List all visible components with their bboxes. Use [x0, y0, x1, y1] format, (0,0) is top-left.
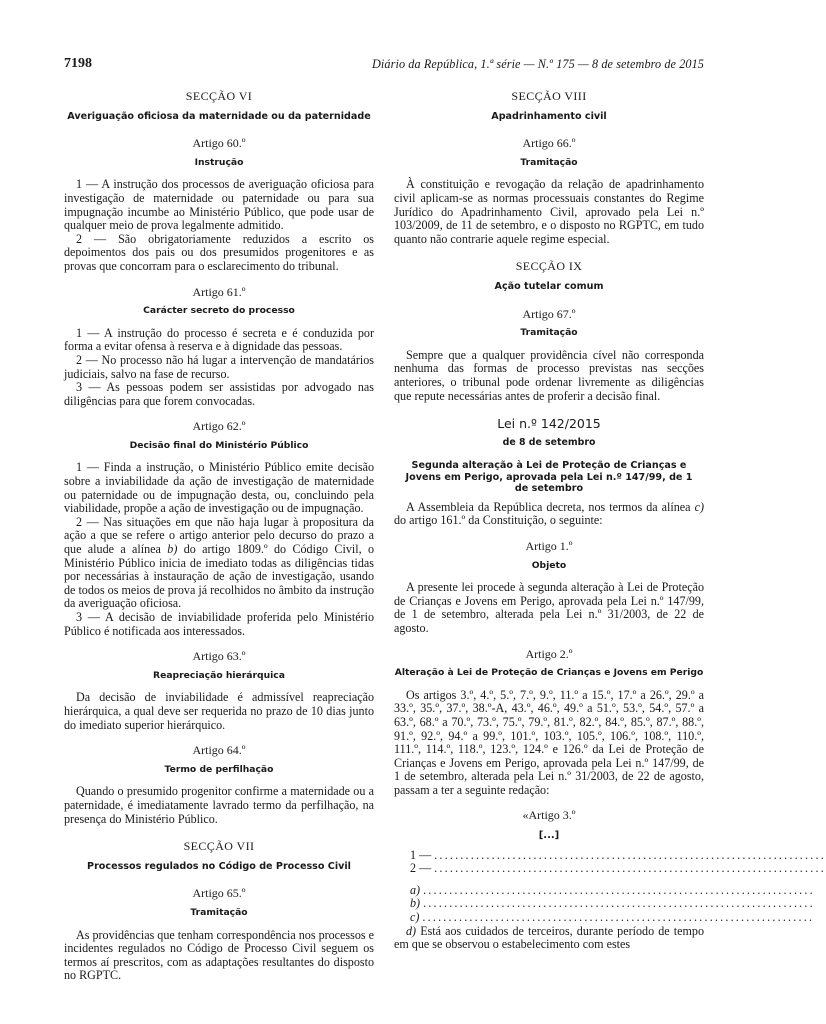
section-subtitle: Processos regulados no Código de Processo Civil	[87, 860, 351, 872]
quoted-ellipsis: [...]	[538, 830, 560, 842]
article-heading: Artigo 67.º	[522, 306, 576, 321]
quoted-number-1: 1 — ...........................................................................	[410, 847, 826, 862]
article-title: Termo de perfilhação	[164, 763, 274, 775]
quoted-article-heading: «Artigo 3.º	[522, 808, 576, 823]
quoted-alinea-b: b) ...........................................................................	[410, 896, 815, 911]
preamble: A Assembleia da República decreta, nos termos da alínea c) do artigo 161.º da Constituição, o seguinte:	[394, 499, 704, 528]
section-heading: SECÇÃO VII	[183, 839, 255, 854]
section-subtitle: Averiguação oficiosa da maternidade ou da paternidade	[67, 110, 371, 122]
article-heading: Artigo 1.º	[525, 538, 573, 553]
paragraph: À constituição e revogação da relação de apadrinhamento civil aplicam-se as normas processuais constantes do Regime Jurídico do Apadrinhamento Civil, aprovado pela Lei n.º 103/2009, de 11 de setembro, e o disposto no RGPTC, em tudo quanto não contrarie aquele regime especial.	[394, 177, 704, 246]
section-heading: SECÇÃO VIII	[511, 89, 587, 103]
section-subtitle: Ação tutelar comum	[494, 280, 604, 292]
paragraph: Da decisão de inviabilidade é admissível reapreciação hierárquica, a qual deve ser requerida no prazo de 10 dias junto do imediato superior hierárquico.	[64, 690, 374, 732]
law-title: Lei n.º 142/2015	[497, 416, 601, 432]
quoted-alinea-d: d) Está aos cuidados de terceiros, durante período de tempo em que se observou o estabelecimento com estes	[394, 923, 704, 952]
quoted-alinea-a: a) ...........................................................................	[410, 882, 815, 897]
article-title: Instrução	[194, 156, 244, 168]
article-title: Tramitação	[520, 327, 578, 339]
article-heading: Artigo 62.º	[192, 419, 246, 434]
article-title: Objeto	[531, 559, 567, 571]
paragraph: As providências que tenham correspondência nos processos e incidentes regulados no Código de Processo Civil seguem os termos aí prescritos, com as adaptações resultantes do disposto no RGPTC.	[64, 927, 374, 983]
page-header	[64, 56, 704, 72]
paragraph: 1 — A instrução do processo é secreta e é conduzida por forma a evitar ofensa à reserva e à dignidade das pessoas.	[64, 325, 374, 354]
paragraph: Quando o presumido progenitor confirme a maternidade ou a paternidade, é imediatamente lavrado termo da perfilhação, na presença do Ministério Público.	[64, 784, 374, 826]
article-title: Tramitação	[190, 906, 248, 918]
paragraph: Os artigos 3.º, 4.º, 5.º, 7.º, 9.º, 11.º a 15.º, 17.º a 26.º, 29.º a 33.º, 35.º, 37.º, 38.º-A, 43.º, 46.º, 49.º a 51.º, 53.º, 54.º, 57.º a 63.º, 68.º a 70.º, 73.º, 75.º, 79.º, 81.º, 82.º, 84.º, 85.º, 87.º, 88.º, 91.º, 92.º, 94.º a 99.º, 101.º, 103.º, 105.º, 106.º, 108.º, 110.º, 111.º, 114.º, 118.º, 123.º, 124.º e 126.º da Lei de Proteção de Crianças e Jovens em Perigo, aprovada pela Lei n.º 147/99, de 1 de setembro, alterada pela Lei n.º 31/2003, de 22 de agosto, passam a ter a seguinte redação:	[394, 687, 704, 797]
quoted-alinea-c: c) ...........................................................................	[410, 910, 815, 925]
section-subtitle: Apadrinhamento civil	[491, 110, 607, 122]
article-heading: Artigo 2.º	[525, 646, 573, 661]
article-heading: Artigo 66.º	[522, 136, 576, 151]
article-heading: Artigo 61.º	[192, 284, 246, 299]
paragraph: 3 — As pessoas podem ser assistidas por advogado nas diligências para que forem convocadas.	[64, 380, 374, 408]
section-heading: SECÇÃO IX	[515, 259, 583, 274]
article-title: Alteração à Lei de Proteção de Crianças e Jovens em Perigo	[394, 667, 704, 679]
paragraph: Sempre que a qualquer providência cível não corresponda nenhuma das formas de processo previstas nas secções anteriores, o tribunal pode ordenar livremente as diligências que repute necessárias antes de proferir a decisão final.	[394, 347, 704, 403]
left-column	[64, 88, 374, 983]
article-title: Carácter secreto do processo	[143, 305, 295, 317]
running-title: Diário da República, 1.ª série — N.º 175 — 8 de setembro de 2015	[372, 57, 704, 71]
article-heading: Artigo 60.º	[192, 136, 246, 151]
article-title: Decisão final do Ministério Público	[129, 439, 309, 451]
right-column	[394, 88, 826, 952]
paragraph: 2 — São obrigatoriamente reduzidos a escrito os depoimentos dos pais ou dos presumidos progenitores e as provas que concorram para o esclarecimento do tribunal.	[64, 231, 374, 273]
paragraph: 1 — Finda a instrução, o Ministério Público emite decisão sobre a inviabilidade da ação de investigação de maternidade ou paternidade ou de impugnação desta, ou, concluindo pela viabilidade, propõe a ação de investigação ou de impugnação.	[64, 460, 374, 516]
article-heading: Artigo 65.º	[192, 886, 246, 901]
article-title: Reapreciação hierárquica	[153, 669, 285, 681]
law-summary: Segunda alteração à Lei de Proteção de Crianças e Jovens em Perigo, aprovada pela Lei n.º 147/99, de 1 de setembro	[405, 460, 693, 495]
page-number: 7198	[64, 56, 92, 71]
section-heading: SECÇÃO VI	[185, 89, 253, 103]
paragraph: 2 — No processo não há lugar a intervenção de mandatários judiciais, salvo na fase de recurso.	[64, 352, 374, 381]
article-heading: Artigo 63.º	[192, 649, 246, 664]
paragraph: A presente lei procede à segunda alteração à Lei de Proteção de Crianças e Jovens em Perigo, aprovada pela Lei n.º 147/99, de 1 de setembro, alterada pela Lei n.º 31/2003, de 22 de agosto.	[394, 580, 704, 635]
quoted-number-2: 2 — ...........................................................................	[410, 861, 826, 876]
article-title: Tramitação	[520, 156, 578, 168]
paragraph: 1 — A instrução dos processos de averiguação oficiosa para investigação de maternidade ou paternidade ou para sua impugnação incumbe ao Ministério Público, que pode usar de qualquer meio de prova legalmente admitido.	[64, 177, 374, 233]
paragraph: 3 — A decisão de inviabilidade proferida pelo Ministério Público é notificada aos interessados.	[64, 610, 374, 638]
article-heading: Artigo 64.º	[192, 743, 246, 758]
law-date: de 8 de setembro	[502, 436, 596, 448]
paragraph: 2 — Nas situações em que não haja lugar à propositura da ação a que se refere o artigo anterior pelo decurso do prazo a que alude a alínea b) do artigo 1809.º do Código Civil, o Ministério Público inicia de imediato todas as diligências tidas por necessárias à instauração de ação de investigação, usando de todos os meios de prova já recolhidos no âmbito da instrução da averiguação oficiosa.	[64, 514, 375, 611]
